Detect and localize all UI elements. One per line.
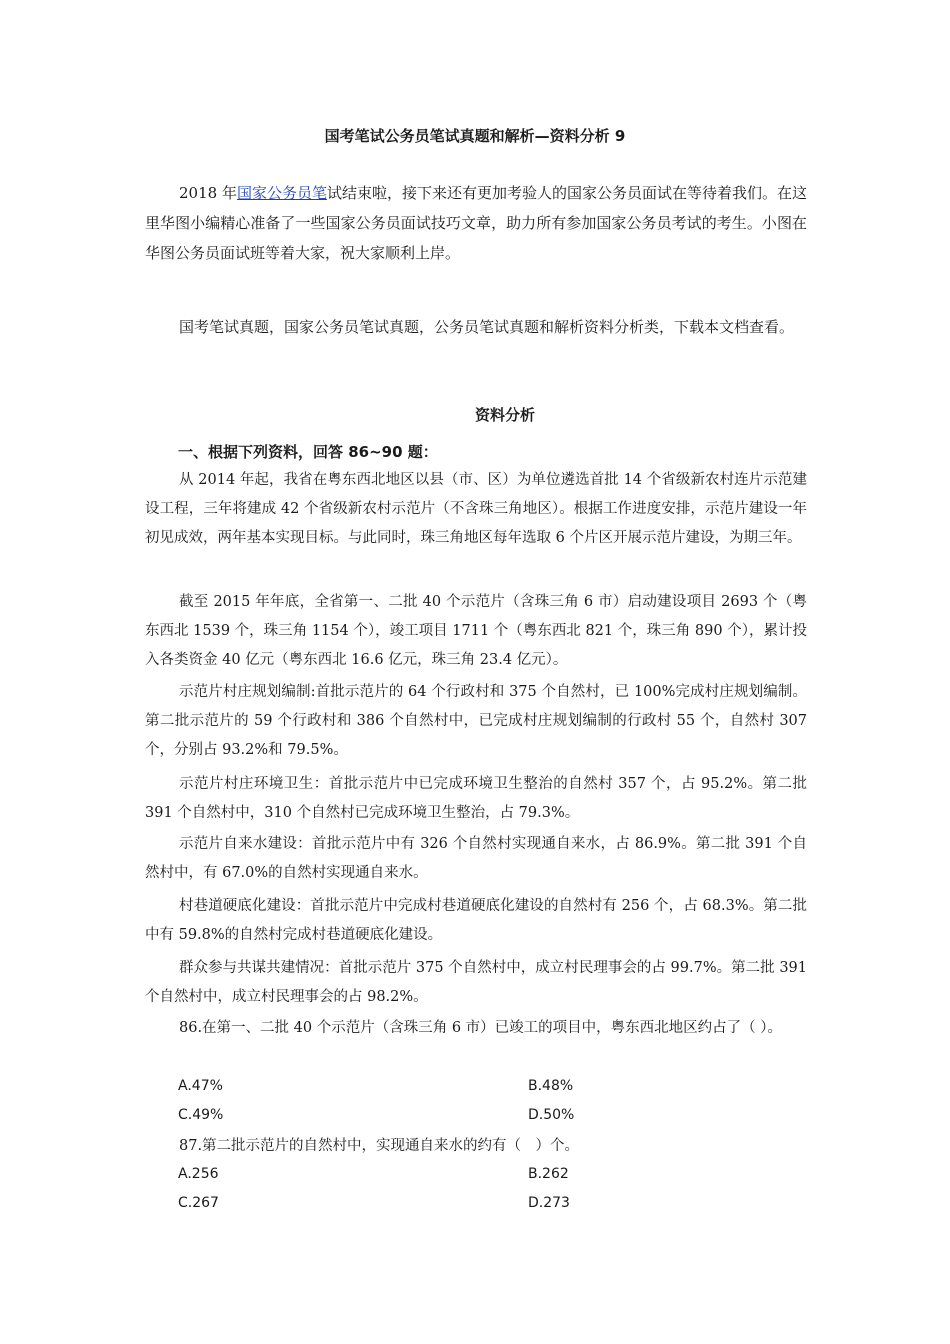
intro-paragraph: [145, 178, 807, 268]
question-87-option-c: C.267: [178, 1195, 219, 1211]
section-title: 资料分析: [474, 406, 535, 424]
question-87-option-d: D.273: [528, 1195, 570, 1211]
intro-rest: 试结束啦，接下来还有更加考验人的国家公务员面试在等待着我们。在这里华图小编精心准备了一些国家公务员面试技巧文章，助力所有参加国家公务员考试的考生。小图在华图公务员面试班等着大家，祝大家顺利上岸。: [145, 184, 807, 262]
question-87-stem: 87.第二批示范片的自然村中，实现通自来水的约有（ ）个。: [179, 1138, 580, 1154]
question-87-option-b: B.262: [528, 1166, 569, 1182]
material-paragraph-7: 群众参与共谋共建情况：首批示范片 375 个自然村中，成立村民理事会的占 99.7%。第二批 391 个自然村中，成立村民理事会的占 98.2%。: [145, 960, 807, 1005]
question-86-option-d: D.50%: [528, 1107, 575, 1123]
material-paragraph-1: 从 2014 年起，我省在粤东西北地区以县（市、区）为单位遴选首批 14 个省级新农村连片示范建设工程，三年将建成 42 个省级新农村示范片（不含珠三角地区）。根据工作进度安排，示范片建设一年初见成效，两年基本实现目标。与此同时，珠三角地区每年选取 6 个片区开展示范片建设，为期三年。: [145, 472, 807, 546]
question-86-option-b: B.48%: [528, 1078, 574, 1094]
civil-service-link[interactable]: 国家公务员笔: [236, 184, 327, 202]
material-paragraph-4: 示范片村庄环境卫生：首批示范片中已完成环境卫生整治的自然村 357 个，占 95.2%。第二批 391 个自然村中，310 个自然村已完成环境卫生整治，占 79.3%。: [145, 776, 807, 821]
material-paragraph-5: 示范片自来水建设：首批示范片中有 326 个自然村实现通自来水，占 86.9%。第二批 391 个自然村中，有 67.0%的自然村实现通自来水。: [145, 836, 807, 881]
material-paragraph-2: 截至 2015 年年底，全省第一、二批 40 个示范片（含珠三角 6 市）启动建设项目 2693 个（粤东西北 1539 个，珠三角 1154 个），竣工项目 1711 个（粤东西北 821 个，珠三角 890 个），累计投入各类资金 40 亿元（粤东西北 16.6 亿元，珠三角 23.4 亿元）。: [145, 594, 807, 668]
intro-paragraph-2: 国考笔试真题，国家公务员笔试真题，公务员笔试真题和解析资料分析类，下载本文档查看。: [179, 318, 795, 336]
question-87-option-a: A.256: [178, 1166, 219, 1182]
question-86-option-a: A.47%: [178, 1078, 223, 1094]
material-paragraph-3: 示范片村庄规划编制:首批示范片的 64 个行政村和 375 个自然村，已 100%完成村庄规划编制。第二批示范片的 59 个行政村和 386 个自然村中，已完成村庄规划编制的行政村 55 个，自然村 307 个，分别占 93.2%和 79.5%。: [145, 684, 807, 758]
question-86-option-c: C.49%: [178, 1107, 224, 1123]
material-paragraph-6: 村巷道硬底化建设：首批示范片中完成村巷道硬底化建设的自然村有 256 个，占 68.3%。第二批中有 59.8%的自然村完成村巷道硬底化建设。: [145, 898, 807, 943]
question-group-header: 一、根据下列资料，回答 86~90 题：: [178, 443, 438, 461]
question-86-stem: 86.在第一、二批 40 个示范片（含珠三角 6 市）已竣工的项目中，粤东西北地区约占了（ ）。: [179, 1020, 783, 1036]
document-title: 国考笔试公务员笔试真题和解析—资料分析 9: [324, 127, 626, 145]
intro-year: 2018 年: [179, 184, 237, 202]
